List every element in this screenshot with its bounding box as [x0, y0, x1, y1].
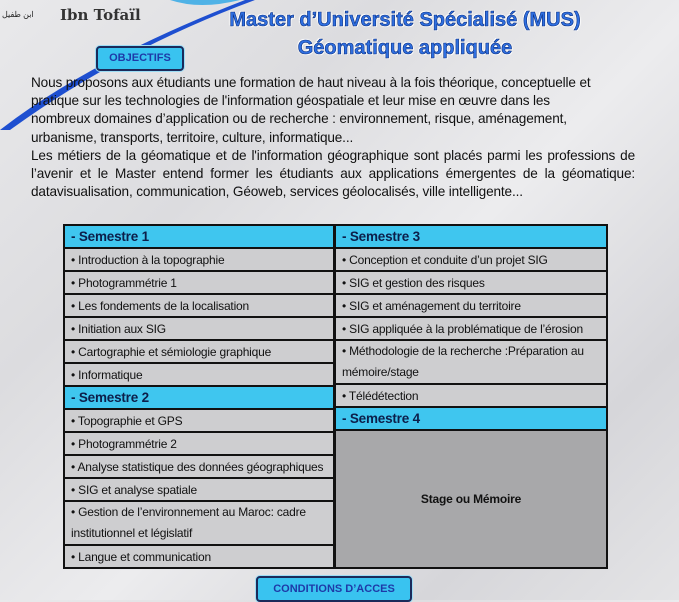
- stage-memoire: Stage ou Mémoire: [336, 431, 606, 567]
- course-item: • Gestion de l’environnement au Maroc: cadre institutionnel et législatif: [65, 502, 333, 544]
- semester-2-header: - Semestre 2: [65, 387, 333, 408]
- conditions-acces-button[interactable]: CONDITIONS D’ACCES: [256, 576, 412, 602]
- intro-p3: Les métiers de la géomatique et de l'information géographique sont placés parmi les professions de l’avenir et le Master entend former les étudiants aux applications émergentes de la géomatique:: [31, 147, 635, 182]
- course-item: • Topographie et GPS: [65, 410, 333, 431]
- page-title: Master d’Université Spécialisé (MUS): [229, 9, 581, 31]
- objectifs-button[interactable]: OBJECTIFS: [96, 46, 184, 71]
- course-item: • Informatique: [65, 364, 333, 385]
- intro-p4: datavisualisation, communication, Géoweb, services géolocalisés, ville intelligente...: [31, 184, 523, 200]
- semester-4-header: - Semestre 4: [336, 408, 606, 429]
- course-item: • SIG et analyse spatiale: [65, 479, 333, 500]
- page-subtitle: Géomatique appliquée: [297, 37, 513, 59]
- university-logo: Ibn Tofaïl: [60, 6, 141, 24]
- course-item: • Introduction à la topographie: [65, 249, 333, 270]
- semester-1-header: - Semestre 1: [65, 226, 333, 247]
- logo-arabic: ابن طفيل: [2, 10, 34, 19]
- course-item: • Analyse statistique des données géographiques: [65, 456, 333, 477]
- semesters-left-column: [63, 224, 335, 569]
- semesters-right-column: [334, 224, 608, 569]
- course-item: • SIG et aménagement du territoire: [336, 295, 606, 316]
- intro-p1: Nous proposons aux étudiants une formation de haut niveau à la fois théorique, conceptuelle et pratique sur les technologies de l'information géospatiale et leur mise en œuvre dans les: [31, 75, 591, 109]
- course-item: • Méthodologie de la recherche :Préparation au mémoire/stage: [336, 341, 606, 383]
- course-item: • SIG et gestion des risques: [336, 272, 606, 293]
- course-item: • Cartographie et sémiologie graphique: [65, 341, 333, 362]
- course-item: • SIG appliquée à la problématique de l’érosion: [336, 318, 606, 339]
- course-item: • Initiation aux SIG: [65, 318, 333, 339]
- course-item: • Langue et communication: [65, 546, 333, 567]
- intro-p2: nombreux domaines d’application ou de recherche : environnement, risque, aménagement, urbanisme, transports, territoire, culture, informatique...: [31, 111, 567, 145]
- course-item: • Télédétection: [336, 385, 606, 406]
- course-item: • Les fondements de la localisation: [65, 295, 333, 316]
- course-item: • Photogrammétrie 1: [65, 272, 333, 293]
- intro-text: [31, 74, 635, 201]
- semester-3-header: - Semestre 3: [336, 226, 606, 247]
- course-item: • Conception et conduite d’un projet SIG: [336, 249, 606, 270]
- course-item: • Photogrammétrie 2: [65, 433, 333, 454]
